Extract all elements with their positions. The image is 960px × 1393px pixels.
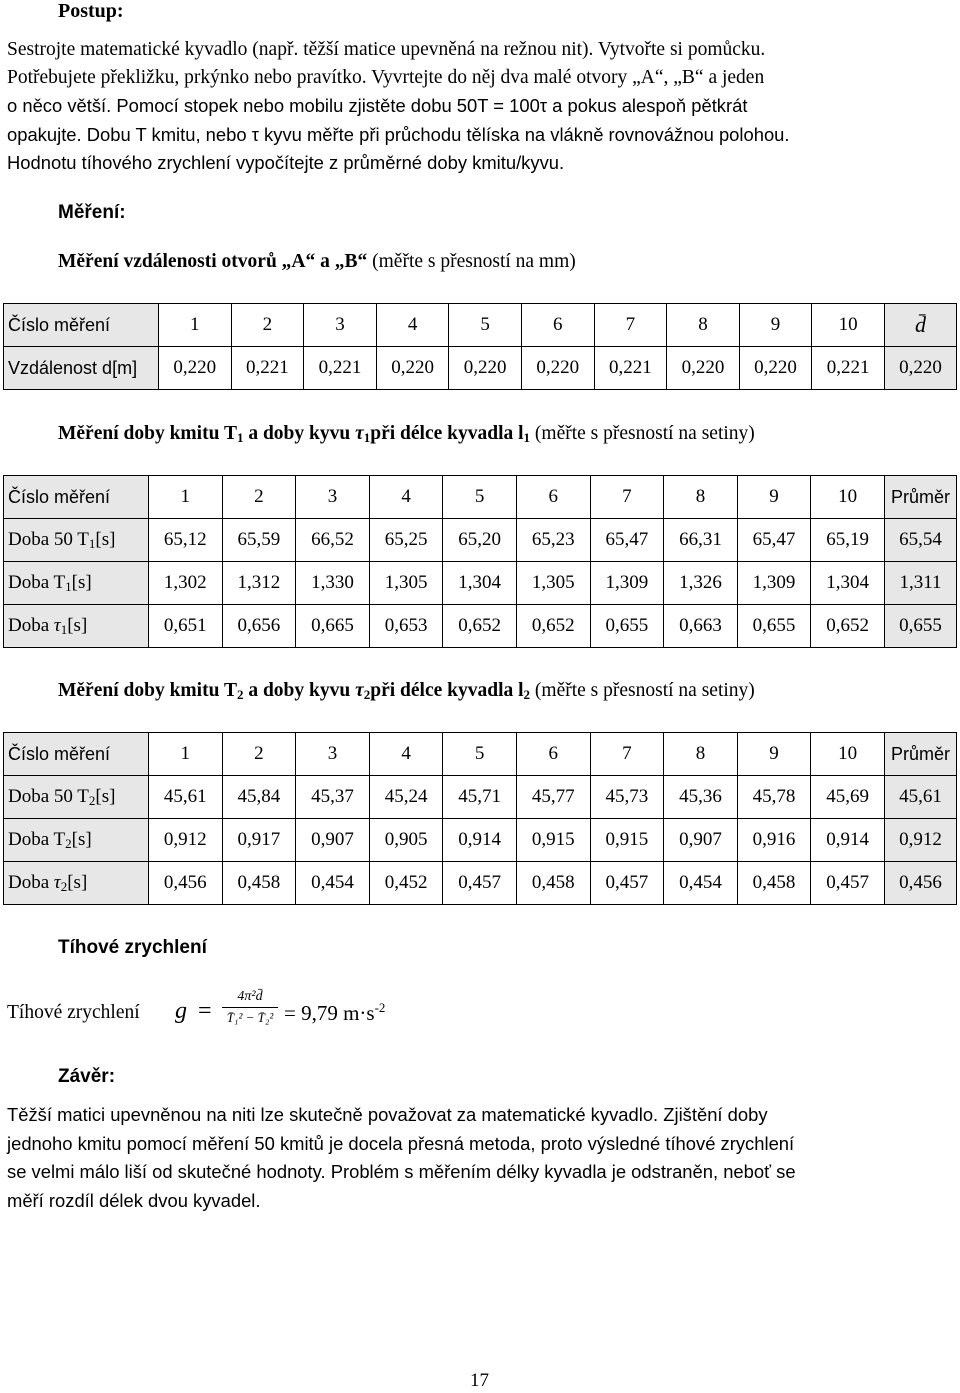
table-cell: 0,457 (590, 862, 664, 905)
formula-g: g (175, 998, 187, 1024)
table-cell: 0,916 (737, 819, 811, 862)
formula-equals: = (198, 998, 212, 1024)
row-label-sub: 2 (88, 792, 96, 808)
table-cell: 45,24 (369, 776, 443, 819)
t1-title-text: a doby kyvu (243, 423, 356, 444)
table-row (4, 819, 957, 862)
t2-section-title (58, 680, 755, 703)
table-cell: 0,457 (811, 862, 885, 905)
tihove-heading: Tíhové zrychlení (58, 937, 207, 958)
t1-title-sub: 1 (523, 430, 531, 445)
table-cell-average: 0,220 (885, 347, 957, 390)
t2-title-sub: 2 (363, 687, 371, 702)
row-label-text: Doba 50 T (8, 785, 89, 807)
table-cell: 66,52 (296, 519, 370, 562)
table-header-cell: 6 (521, 304, 594, 347)
zaver-line: se velmi málo liší od skutečné hodnoty. Problém s měřením délky kyvadla je odstraněn, neboť se (7, 1161, 796, 1182)
zaver-heading: Závěr: (58, 1066, 116, 1087)
table-cell: 45,37 (296, 776, 370, 819)
table-row (4, 304, 957, 347)
table-cell: 0,456 (149, 862, 223, 905)
table-cell: 0,220 (376, 347, 449, 390)
table-cell: 0,907 (664, 819, 738, 862)
table-header-cell: 4 (376, 304, 449, 347)
formula-fraction (222, 988, 278, 1027)
table-cell-average: 0,655 (885, 605, 957, 648)
table-cell: 0,220 (159, 347, 232, 390)
table-header-cell: 1 (149, 476, 223, 519)
table-cell: 0,663 (664, 605, 738, 648)
table-cell: 1,326 (664, 562, 738, 605)
formula-result-text: = 9,79 m·s (284, 1001, 375, 1025)
distance-title-bold: Měření vzdálenosti otvorů „A“ a „B“ (58, 251, 368, 272)
table-header-cell: 8 (667, 304, 740, 347)
t2-title-text: při délce kyvadla l (370, 680, 524, 701)
row-label-sub: 2 (60, 878, 68, 894)
table-cell: 65,23 (516, 519, 590, 562)
table-cell: 1,312 (222, 562, 296, 605)
formula-numerator: 4π²d̄ (237, 989, 263, 1004)
t1-title-text: Měření doby kmitu T (58, 423, 237, 444)
table-header-cell: 10 (811, 733, 885, 776)
table-cell: 0,454 (296, 862, 370, 905)
table-cell: 45,78 (737, 776, 811, 819)
table-header-cell: 2 (222, 476, 296, 519)
distance-title-note: (měřte s přesností na mm) (372, 251, 576, 272)
table-row (4, 519, 957, 562)
table-cell: 65,59 (222, 519, 296, 562)
table-cell: 1,302 (149, 562, 223, 605)
table-cell: 0,454 (664, 862, 738, 905)
table-cell-average: 0,456 (885, 862, 957, 905)
table-header-cell: 3 (304, 304, 377, 347)
row-label-unit: [s] (95, 528, 116, 550)
table-cell: 65,47 (590, 519, 664, 562)
table-header-cell: Průměr (885, 476, 957, 519)
zaver-line: Těžší matici upevněnou na niti lze skutečně považovat za matematické kyvadlo. Zjištění doby (7, 1104, 768, 1125)
row-label-tau: τ (53, 614, 61, 636)
table-cell: 0,221 (812, 347, 885, 390)
table-row-label: Vzdálenost d[m] (4, 347, 159, 390)
table-cell: 1,305 (369, 562, 443, 605)
table-cell: 1,305 (516, 562, 590, 605)
zaver-line: měří rozdíl délek dvou kyvadel. (7, 1189, 261, 1211)
table-cell: 0,651 (149, 605, 223, 648)
t2-table (3, 732, 957, 905)
table-cell: 0,220 (667, 347, 740, 390)
t2-title-sub: 2 (523, 687, 531, 702)
distance-section-title (58, 251, 576, 273)
row-label-unit: [s] (67, 614, 88, 636)
postup-line: o něco větší. Pomocí stopek nebo mobilu zjistěte dobu 50T = 100τ a pokus alespoň pětkrát (7, 95, 748, 117)
table-header-cell: 2 (231, 304, 304, 347)
t1-title-tau: τ (355, 423, 364, 444)
table-cell: 0,458 (516, 862, 590, 905)
table-cell: 0,458 (222, 862, 296, 905)
table-header-cell: 3 (296, 476, 370, 519)
table-row (4, 733, 957, 776)
table-header-cell: Číslo měření (4, 733, 149, 776)
table-header-cell: 8 (664, 476, 738, 519)
t2-title-tau: τ (355, 680, 364, 701)
table-cell: 65,25 (369, 519, 443, 562)
table-cell: 0,221 (304, 347, 377, 390)
table-cell: 45,77 (516, 776, 590, 819)
table-cell: 45,84 (222, 776, 296, 819)
table-cell: 0,914 (443, 819, 517, 862)
distance-table (3, 303, 957, 390)
row-label-tau: τ (53, 871, 61, 893)
table-cell: 0,912 (149, 819, 223, 862)
table-header-cell: 1 (149, 733, 223, 776)
table-header-cell: 10 (811, 476, 885, 519)
table-header-cell: 9 (737, 733, 811, 776)
t1-table (3, 475, 957, 648)
table-header-cell: 2 (222, 733, 296, 776)
table-row-label (4, 819, 149, 862)
table-cell: 0,905 (369, 819, 443, 862)
t1-title-sub: 1 (236, 430, 244, 445)
table-cell-average: 65,54 (885, 519, 957, 562)
table-header-cell: 7 (590, 733, 664, 776)
table-cell: 45,61 (149, 776, 223, 819)
row-label-unit: [s] (71, 571, 92, 593)
table-row (4, 776, 957, 819)
table-cell: 0,917 (222, 819, 296, 862)
t2-title-text: Měření doby kmitu T (58, 680, 237, 701)
table-row-label (4, 519, 149, 562)
postup-line: Sestrojte matematické kyvadlo (např. těžší matice upevněná na režnou nit). Vytvořte si pomůcku. (7, 39, 766, 60)
table-header-cell: Číslo měření (4, 304, 159, 347)
postup-line: Potřebujete překližku, prkýnko nebo pravítko. Vyvrtejte do něj dva malé otvory „A“, „B“ a jeden (7, 67, 765, 89)
table-cell: 0,221 (594, 347, 667, 390)
tihove-label: Tíhové zrychlení (7, 1002, 140, 1023)
table-cell: 0,665 (296, 605, 370, 648)
row-label-text: Doba (8, 871, 54, 893)
postup-line: opakujte. Dobu T kmitu, nebo τ kyvu měřte při průchodu tělíska na vlákně rovnovážnou polohou. (7, 123, 790, 145)
table-cell: 0,457 (443, 862, 517, 905)
row-label-text: Doba T (8, 828, 66, 850)
row-label-text: Doba (8, 614, 54, 636)
t1-title-text: při délce kyvadla l (370, 423, 524, 444)
row-label-text: Doba T (8, 571, 66, 593)
table-header-cell: d̄ (885, 304, 957, 347)
table-cell: 0,652 (811, 605, 885, 648)
table-header-cell: 9 (737, 476, 811, 519)
row-label-sub: 1 (65, 578, 72, 594)
table-row-label (4, 776, 149, 819)
table-cell: 1,304 (443, 562, 517, 605)
table-cell: 0,452 (369, 862, 443, 905)
table-cell: 0,220 (521, 347, 594, 390)
formula-denominator: T̄₁² − T̄₂² (226, 1010, 274, 1025)
table-cell: 45,73 (590, 776, 664, 819)
t1-title-note: (měřte s přesností na setiny) (534, 423, 755, 444)
table-cell: 65,12 (149, 519, 223, 562)
t2-title-text: a doby kyvu (243, 680, 356, 701)
row-label-sub: 2 (65, 835, 72, 851)
table-cell: 66,31 (664, 519, 738, 562)
table-cell: 45,71 (443, 776, 517, 819)
table-cell: 0,656 (222, 605, 296, 648)
formula-result (284, 1000, 385, 1026)
table-cell: 0,907 (296, 819, 370, 862)
formula-result-exponent: -2 (374, 1000, 386, 1015)
table-cell: 45,36 (664, 776, 738, 819)
table-cell: 0,655 (737, 605, 811, 648)
table-row (4, 605, 957, 648)
table-row-label (4, 562, 149, 605)
table-header-cell: 10 (812, 304, 885, 347)
table-cell: 65,19 (811, 519, 885, 562)
table-cell: 65,47 (737, 519, 811, 562)
table-cell: 0,655 (590, 605, 664, 648)
table-row (4, 562, 957, 605)
t1-section-title (58, 423, 755, 446)
row-label-text: Doba 50 T (8, 528, 89, 550)
table-header-cell: 3 (296, 733, 370, 776)
table-cell: 0,458 (737, 862, 811, 905)
table-cell: 0,914 (811, 819, 885, 862)
table-row (4, 347, 957, 390)
row-label-unit: [s] (67, 871, 88, 893)
table-cell-average: 1,311 (885, 562, 957, 605)
table-cell: 0,915 (516, 819, 590, 862)
table-header-cell: Průměr (885, 733, 957, 776)
table-header-cell: 4 (369, 476, 443, 519)
table-row (4, 862, 957, 905)
table-header-cell: 4 (369, 733, 443, 776)
row-label-unit: [s] (95, 785, 116, 807)
row-label-sub: 1 (60, 621, 68, 637)
table-header-cell: 5 (443, 476, 517, 519)
postup-paragraph (7, 36, 957, 177)
table-row-label (4, 605, 149, 648)
table-cell: 65,20 (443, 519, 517, 562)
table-cell: 0,652 (516, 605, 590, 648)
table-header-cell: 1 (159, 304, 232, 347)
table-cell: 1,309 (590, 562, 664, 605)
table-cell: 45,69 (811, 776, 885, 819)
fraction-bar (222, 1007, 278, 1008)
table-header-cell: 9 (739, 304, 812, 347)
t1-title-sub: 1 (363, 430, 371, 445)
postup-line: Hodnotu tíhového zrychlení vypočítejte z průměrné doby kmitu/kyvu. (7, 151, 565, 173)
table-row-label (4, 862, 149, 905)
table-cell: 0,221 (231, 347, 304, 390)
table-header-cell: 6 (516, 476, 590, 519)
table-cell: 1,304 (811, 562, 885, 605)
table-row (4, 476, 957, 519)
table-cell: 1,309 (737, 562, 811, 605)
table-header-cell: 5 (449, 304, 522, 347)
table-cell: 0,915 (590, 819, 664, 862)
postup-heading: Postup: (58, 0, 124, 22)
table-header-cell: Číslo měření (4, 476, 149, 519)
table-cell-average: 45,61 (885, 776, 957, 819)
zaver-paragraph (7, 1101, 957, 1215)
table-cell: 1,330 (296, 562, 370, 605)
table-cell-average: 0,912 (885, 819, 957, 862)
table-cell: 0,220 (739, 347, 812, 390)
row-label-unit: [s] (71, 828, 92, 850)
table-header-cell: 6 (516, 733, 590, 776)
mereni-heading: Měření: (58, 202, 126, 223)
table-cell: 0,653 (369, 605, 443, 648)
zaver-line: jednoho kmitu pomocí měření 50 kmitů je docela přesná metoda, proto výsledné tíhové zrychlení (7, 1132, 795, 1154)
table-header-cell: 7 (594, 304, 667, 347)
t2-title-note: (měřte s přesností na setiny) (534, 680, 755, 701)
table-header-cell: 8 (664, 733, 738, 776)
t2-title-sub: 2 (236, 687, 244, 702)
page-number: 17 (470, 1370, 489, 1391)
row-label-sub: 1 (88, 535, 96, 551)
table-header-cell: 7 (590, 476, 664, 519)
table-cell: 0,220 (449, 347, 522, 390)
table-cell: 0,652 (443, 605, 517, 648)
table-header-cell: 5 (443, 733, 517, 776)
